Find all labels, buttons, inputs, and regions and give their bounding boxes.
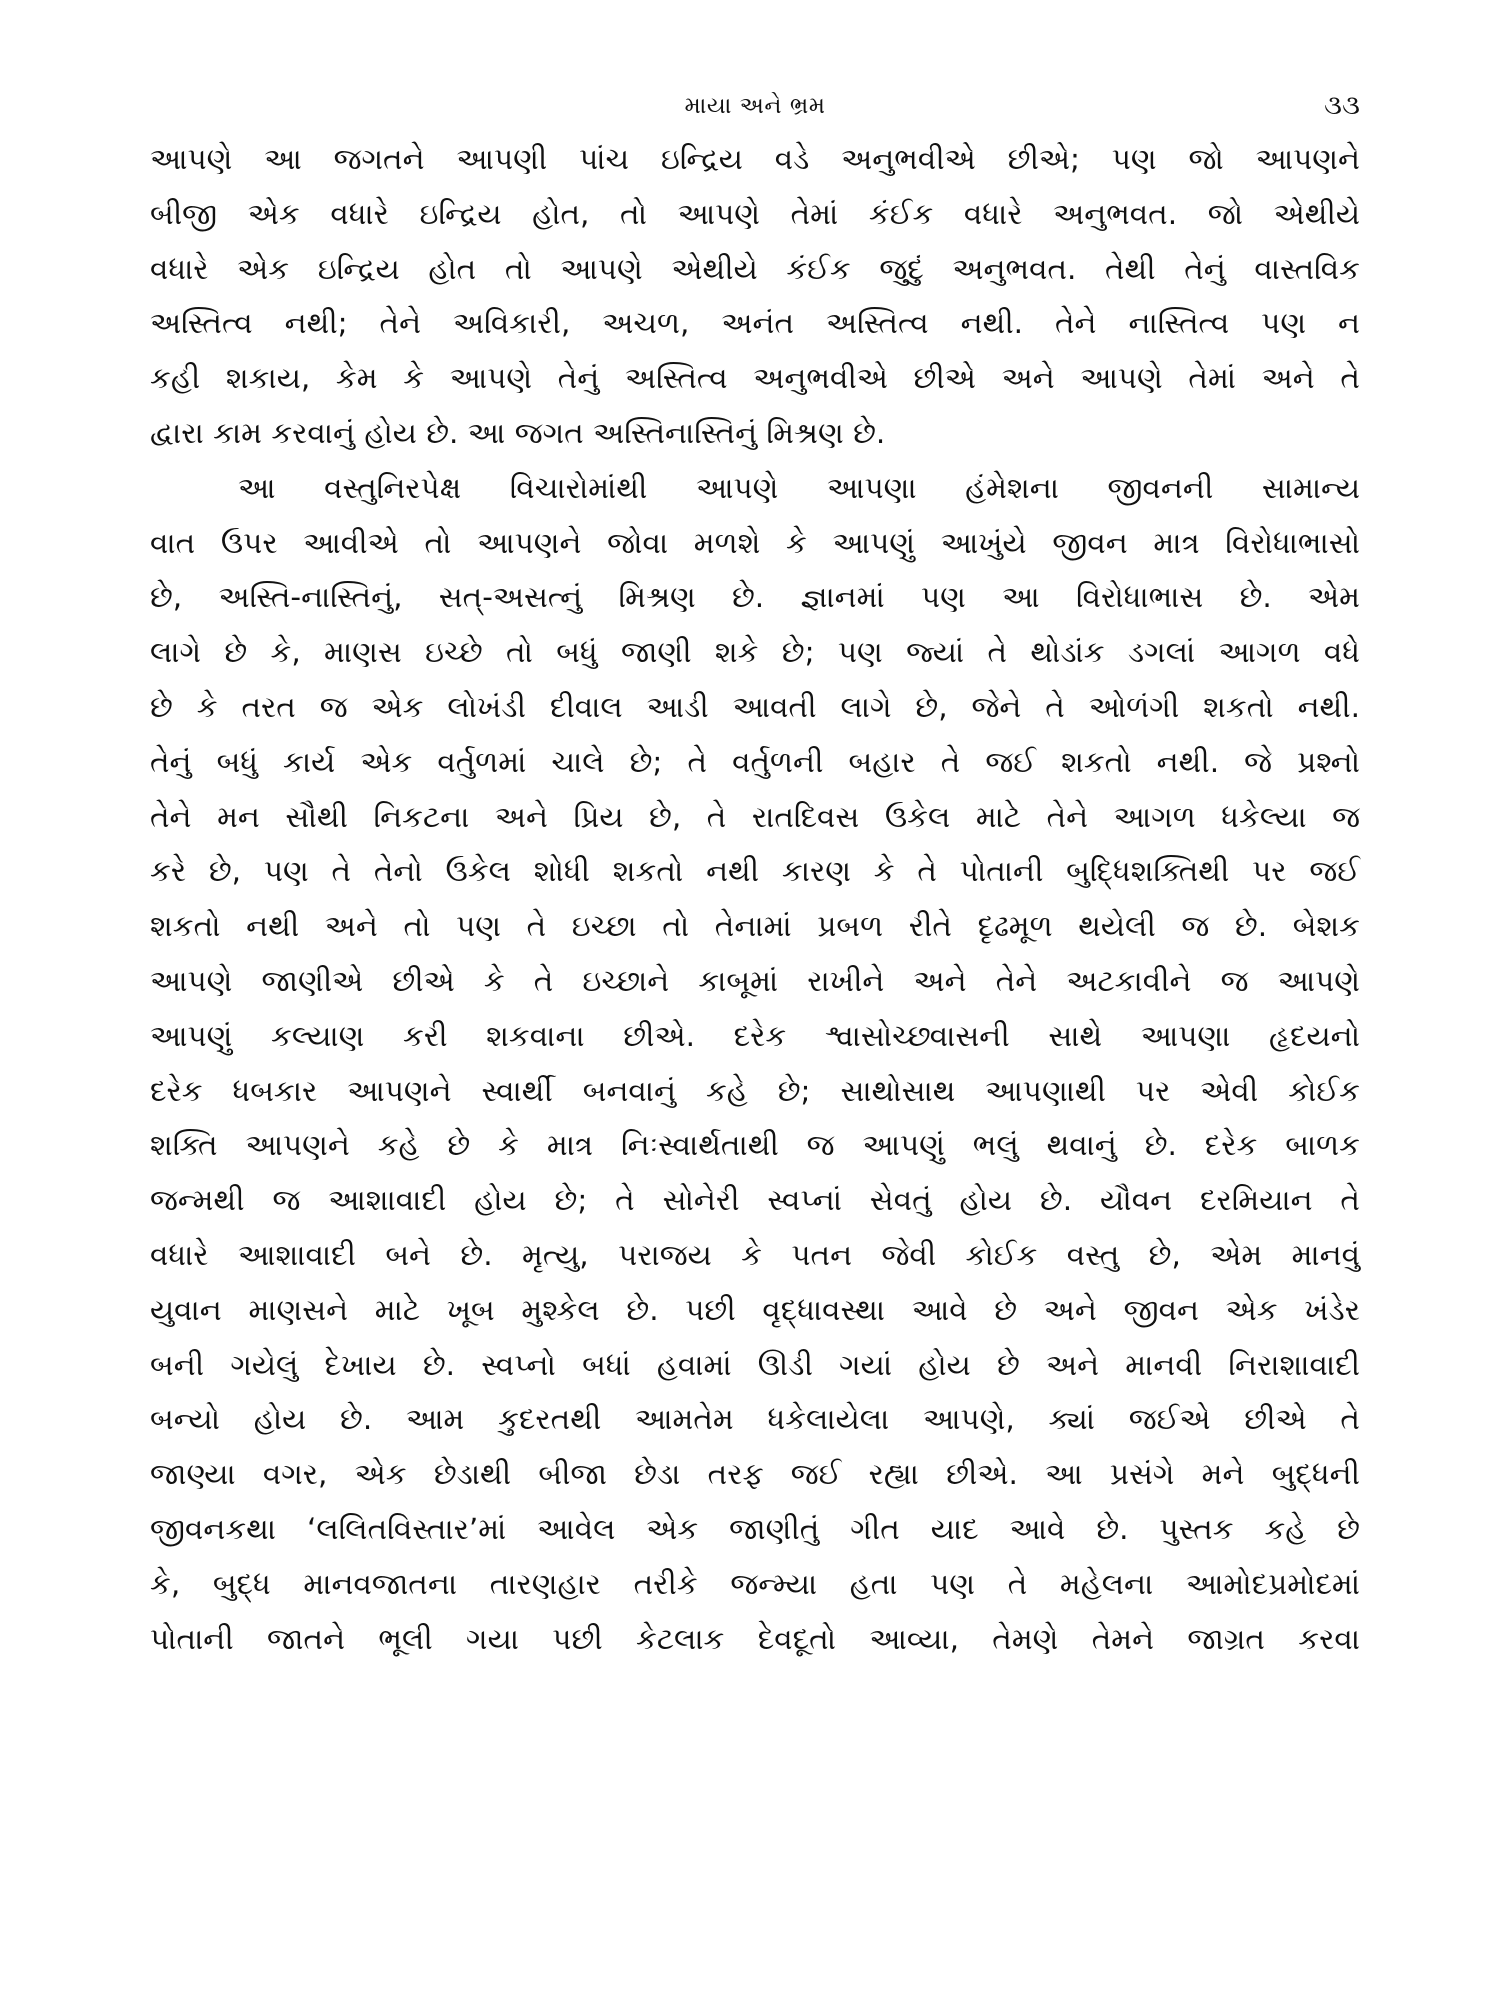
text-line: જાણ્યા વગર, એક છેડાથી બીજા છેડા તરફ જઈ રહ્યા છીએ. આ પ્રસંગે મને બુદ્ધની xyxy=(150,1457,1360,1492)
text-line: કરે છે, પણ તે તેનો ઉકેલ શોધી શકતો નથી કારણ કે તે પોતાની બુદ્ધિશક્તિથી પર જઈ xyxy=(150,854,1360,889)
text-line: કહી શકાય, કેમ કે આપણે તેનું અસ્તિત્વ અનુભવીએ છીએ અને આપણે તેમાં અને તે xyxy=(150,361,1360,396)
body-text xyxy=(150,132,1360,1666)
text-line: અસ્તિત્વ નથી; તેને અવિકારી, અચળ, અનંત અસ્તિત્વ નથી. તેને નાસ્તિત્વ પણ ન xyxy=(150,306,1360,341)
text-line: વાત ઉપર આવીએ તો આપણને જોવા મળશે કે આપણું આખુંયે જીવન માત્ર વિરોધાભાસો xyxy=(150,525,1360,560)
text-line: છે કે તરત જ એક લોખંડી દીવાલ આડી આવતી લાગે છે, જેને તે ઓળંગી શકતો નથી. xyxy=(150,689,1360,724)
text-line: પોતાની જાતને ભૂલી ગયા પછી કેટલાક દેવદૂતો આવ્યા, તેમણે તેમને જાગ્રત કરવા xyxy=(150,1621,1360,1656)
text-line: કે, બુદ્ધ માનવજાતના તારણહાર તરીકે જન્મ્યા હતા પણ તે મહેલના આમોદપ્રમોદમાં xyxy=(150,1566,1360,1601)
text-line: શકતો નથી અને તો પણ તે ઇચ્છા તો તેનામાં પ્રબળ રીતે દૃઢમૂળ થયેલી જ છે. બેશક xyxy=(150,909,1360,944)
running-header xyxy=(150,88,1360,128)
text-line: વધારે એક ઇન્દ્રિય હોત તો આપણે એથીયે કંઈક જુદું અનુભવત. તેથી તેનું વાસ્તવિક xyxy=(150,251,1360,286)
text-line: બીજી એક વધારે ઇન્દ્રિય હોત, તો આપણે તેમાં કંઈક વધારે અનુભવત. જો એથીયે xyxy=(150,196,1360,231)
text-line: જીવનકથા ‘લલિતવિસ્તાર’માં આવેલ એક જાણીતું ગીત યાદ આવે છે. પુસ્તક કહે છે xyxy=(150,1511,1360,1546)
page-number: ૩૩ xyxy=(1324,90,1360,121)
text-line: જન્મથી જ આશાવાદી હોય છે; તે સોનેરી સ્વપ્નાં સેવતું હોય છે. યૌવન દરમિયાન તે xyxy=(150,1183,1360,1218)
book-page xyxy=(150,88,1360,1666)
text-line: તેને મન સૌથી નિકટના અને પ્રિય છે, તે રાતદિવસ ઉકેલ માટે તેને આગળ ધકેલ્યા જ xyxy=(150,799,1360,834)
text-line: આપણે આ જગતને આપણી પાંચ ઇન્દ્રિય વડે અનુભવીએ છીએ; પણ જો આપણને xyxy=(150,142,1360,176)
text-line: યુવાન માણસને માટે ખૂબ મુશ્કેલ છે. પછી વૃદ્ધાવસ્થા આવે છે અને જીવન એક ખંડેર xyxy=(150,1292,1360,1327)
running-title: માયા અને ભ્રમ xyxy=(684,93,826,119)
paragraph-start-line: આ વસ્તુનિરપેક્ષ વિચારોમાંથી આપણે આપણા હંમેશના જીવનની સામાન્ય xyxy=(238,470,1360,505)
text-line: છે, અસ્તિ-નાસ્તિનું, સત્-અસત્નું મિશ્રણ છે. જ્ઞાનમાં પણ આ વિરોધાભાસ છે. એમ xyxy=(150,580,1360,615)
text-line: બની ગયેલું દેખાય છે. સ્વપ્નો બધાં હવામાં ઊડી ગયાં હોય છે અને માનવી નિરાશાવાદી xyxy=(150,1347,1360,1382)
text-line: લાગે છે કે, માણસ ઇચ્છે તો બધું જાણી શકે છે; પણ જ્યાં તે થોડાંક ડગલાં આગળ વધે xyxy=(150,635,1360,670)
text-line: દ્વારા કામ કરવાનું હોય છે. આ જગત અસ્તિનાસ્તિનું મિશ્રણ છે. xyxy=(150,415,886,450)
text-line: શક્તિ આપણને કહે છે કે માત્ર નિઃસ્વાર્થતાથી જ આપણું ભલું થવાનું છે. દરેક બાળક xyxy=(150,1128,1360,1163)
text-line: આપણે જાણીએ છીએ કે તે ઇચ્છાને કાબૂમાં રાખીને અને તેને અટકાવીને જ આપણે xyxy=(150,963,1360,998)
text-line: તેનું બધું કાર્ય એક વર્તુળમાં ચાલે છે; તે વર્તુળની બહાર તે જઈ શકતો નથી. જે પ્રશ્નો xyxy=(150,744,1360,779)
text-line: દરેક ધબકાર આપણને સ્વાર્થી બનવાનું કહે છે; સાથોસાથ આપણાથી પર એવી કોઈક xyxy=(150,1073,1360,1108)
text-line: વધારે આશાવાદી બને છે. મૃત્યુ, પરાજય કે પતન જેવી કોઈક વસ્તુ છે, એમ માનવું xyxy=(150,1237,1360,1272)
text-line: આપણું કલ્યાણ કરી શકવાના છીએ. દરેક શ્વાસોચ્છ્વાસની સાથે આપણા હૃદયનો xyxy=(150,1018,1360,1053)
text-line: બન્યો હોય છે. આમ કુદરતથી આમતેમ ધકેલાયેલા આપણે, ક્યાં જઈએ છીએ તે xyxy=(150,1402,1360,1437)
